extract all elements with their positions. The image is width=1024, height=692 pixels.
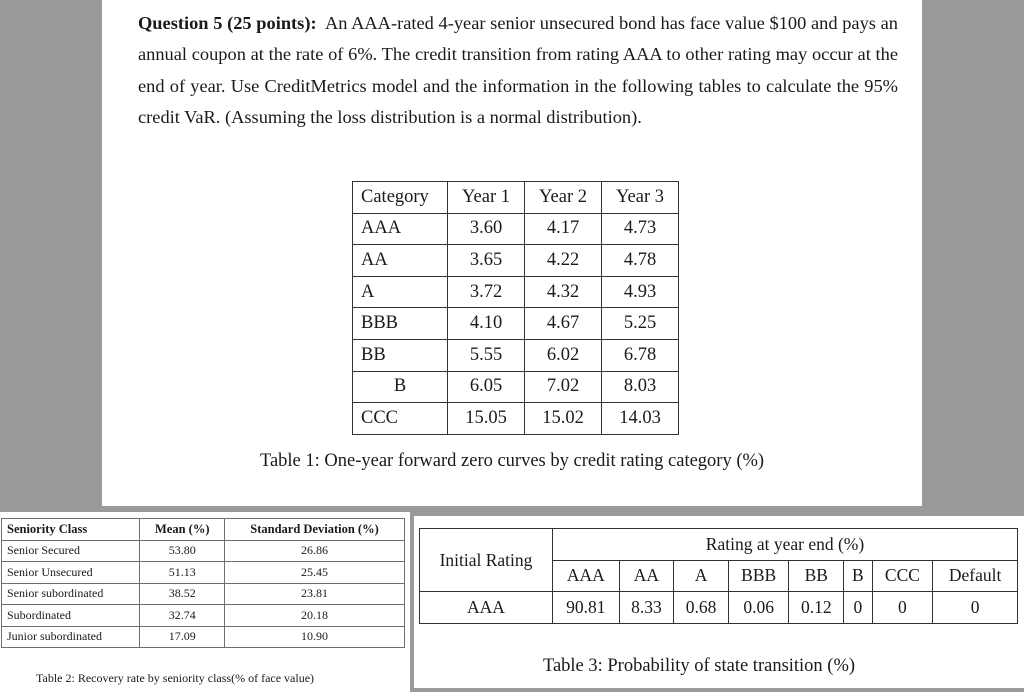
table3-header: BB — [789, 560, 844, 592]
table1-cell: 5.55 — [448, 339, 525, 371]
table2-cell: Senior Secured — [2, 540, 140, 562]
table1-cell: 7.02 — [525, 371, 602, 403]
table1-row — [353, 308, 679, 340]
table1-row — [353, 403, 679, 435]
table1-cell: 3.65 — [448, 245, 525, 277]
table1-cell: 15.02 — [525, 403, 602, 435]
table1-header: Category — [353, 182, 448, 214]
table3-row — [420, 592, 1018, 624]
table2-cell: 20.18 — [225, 605, 405, 627]
table1-cell: CCC — [353, 403, 448, 435]
table2-cell: 26.86 — [225, 540, 405, 562]
table1-cell: A — [353, 276, 448, 308]
table1-cell: B — [353, 371, 448, 403]
table1-row — [353, 339, 679, 371]
table1-cell: BBB — [353, 308, 448, 340]
table2-caption: Table 2: Recovery rate by seniority class(% of face value) — [36, 671, 315, 685]
table1-row — [353, 371, 679, 403]
table3-header: AAA — [553, 560, 620, 592]
table3-cell: 0.68 — [674, 592, 729, 624]
table1-cell: 6.02 — [525, 339, 602, 371]
table1-row — [353, 213, 679, 245]
table1-cell: 3.72 — [448, 276, 525, 308]
table3-header: AA — [619, 560, 674, 592]
table3-header: Default — [933, 560, 1018, 592]
table3-header: CCC — [872, 560, 933, 592]
table2-header-row — [2, 519, 405, 541]
recovery-rate-panel — [0, 512, 410, 692]
table3-cell: 0 — [933, 592, 1018, 624]
question-panel — [102, 0, 922, 506]
table2-header: Seniority Class — [2, 519, 140, 541]
table2-cell: 38.52 — [140, 583, 225, 605]
question-body: An AAA-rated 4-year senior unsecured bond has face value $100 and pays an annual coupon at the rate of 6%. The credit transition from rating AAA to other rating may occur at the end of year. Use CreditMetrics model and the information in the following tables to calculate the 95% credit VaR. (Assuming the loss distribution is a normal distribution). — [138, 13, 898, 127]
table2-cell: 25.45 — [225, 562, 405, 584]
table2-cell: 17.09 — [140, 626, 225, 648]
table3-group-row — [420, 529, 1018, 561]
forward-zero-curves-table — [352, 181, 679, 435]
table1-cell: 4.67 — [525, 308, 602, 340]
table1-cell: 6.05 — [448, 371, 525, 403]
recovery-rate-table — [1, 518, 405, 648]
table1-header: Year 1 — [448, 182, 525, 214]
question-text — [138, 8, 898, 133]
table3-header: A — [674, 560, 729, 592]
table3-initial-rating-header: Initial Rating — [420, 529, 553, 592]
table1-cell: 4.10 — [448, 308, 525, 340]
table3-group-header: Rating at year end (%) — [553, 529, 1018, 561]
table2-cell: 51.13 — [140, 562, 225, 584]
table1-cell: AA — [353, 245, 448, 277]
table1-header: Year 3 — [602, 182, 679, 214]
transition-probability-table — [419, 528, 1018, 624]
table1-cell: 3.60 — [448, 213, 525, 245]
table2-cell: 53.80 — [140, 540, 225, 562]
table1-cell: BB — [353, 339, 448, 371]
table1-cell: 5.25 — [602, 308, 679, 340]
table3-header: B — [844, 560, 873, 592]
table1-row — [353, 245, 679, 277]
table1-header-row — [353, 182, 679, 214]
table1-cell: 4.32 — [525, 276, 602, 308]
table2-row — [2, 583, 405, 605]
table2-cell: 23.81 — [225, 583, 405, 605]
table3-cell: 0.06 — [728, 592, 789, 624]
table1-cell: 6.78 — [602, 339, 679, 371]
table3-cell: 0.12 — [789, 592, 844, 624]
table1-cell: 15.05 — [448, 403, 525, 435]
table2-cell: Subordinated — [2, 605, 140, 627]
table2-cell: Senior Unsecured — [2, 562, 140, 584]
table1-row — [353, 276, 679, 308]
table2-row — [2, 605, 405, 627]
question-heading: Question 5 (25 points): — [138, 13, 317, 33]
table3-row-label: AAA — [420, 592, 553, 624]
table2-header: Mean (%) — [140, 519, 225, 541]
table2-cell: Senior subordinated — [2, 583, 140, 605]
table1-cell: AAA — [353, 213, 448, 245]
table3-header: BBB — [728, 560, 789, 592]
table3-caption: Table 3: Probability of state transition (%) — [542, 656, 856, 676]
table3-cell: 8.33 — [619, 592, 674, 624]
table3-cell: 90.81 — [553, 592, 620, 624]
table1-caption: Table 1: One-year forward zero curves by credit rating category (%) — [259, 451, 765, 471]
table3-cell: 0 — [844, 592, 873, 624]
table1-cell: 4.22 — [525, 245, 602, 277]
table2-row — [2, 562, 405, 584]
table2-cell: 10.90 — [225, 626, 405, 648]
table1-cell: 4.17 — [525, 213, 602, 245]
table1-cell: 4.78 — [602, 245, 679, 277]
table1-cell: 8.03 — [602, 371, 679, 403]
table1-cell: 4.73 — [602, 213, 679, 245]
table2-row — [2, 626, 405, 648]
table1-header: Year 2 — [525, 182, 602, 214]
table2-row — [2, 540, 405, 562]
transition-probability-panel — [414, 516, 1024, 688]
table2-cell: 32.74 — [140, 605, 225, 627]
table2-cell: Junior subordinated — [2, 626, 140, 648]
table3-cell: 0 — [872, 592, 933, 624]
table1-cell: 14.03 — [602, 403, 679, 435]
table2-header: Standard Deviation (%) — [225, 519, 405, 541]
table1-cell: 4.93 — [602, 276, 679, 308]
